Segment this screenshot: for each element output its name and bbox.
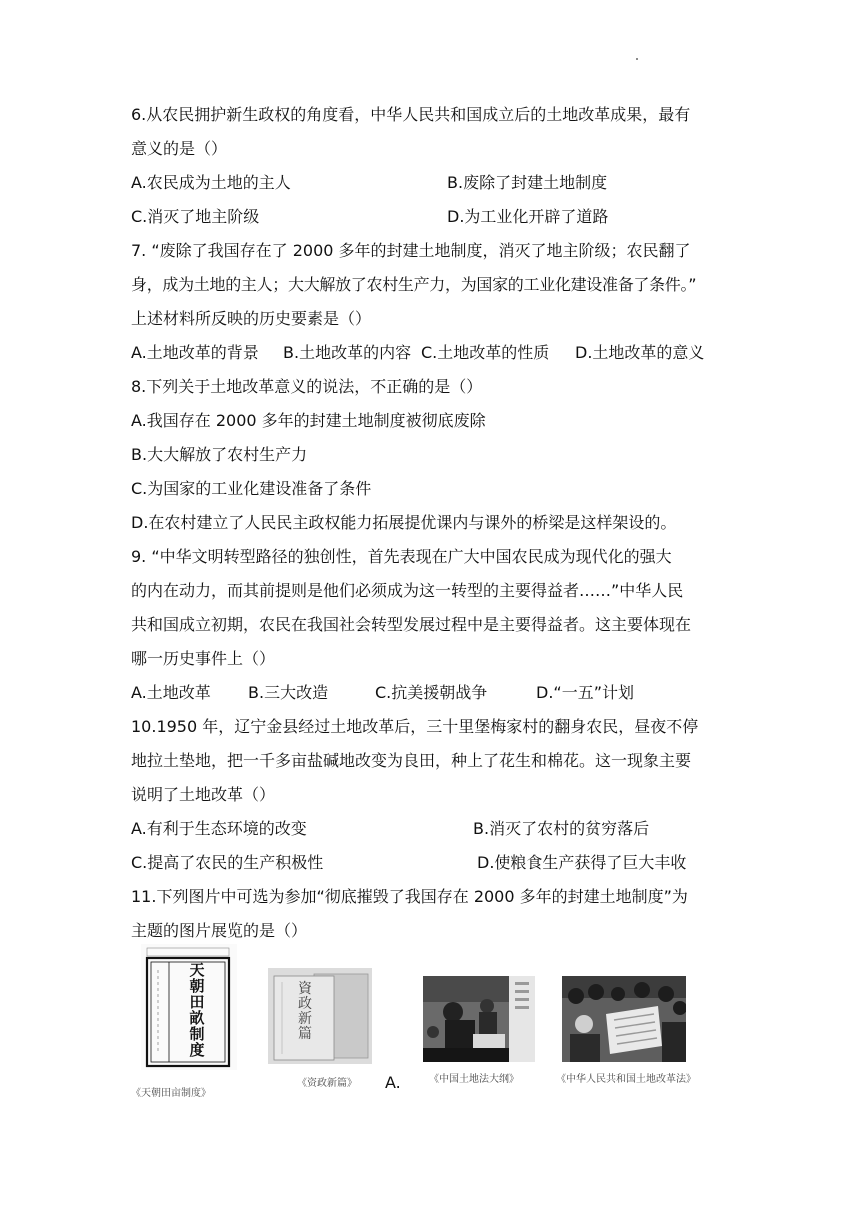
cover-char: 資	[298, 981, 312, 997]
q9-option-b: B.三大改造	[248, 683, 329, 702]
q10-option-d: D.使粮食生产获得了巨大丰收	[477, 853, 687, 872]
q8-option-b: B.大大解放了农村生产力	[131, 445, 308, 464]
figure-tianchao-cover	[141, 944, 237, 1070]
cover-char: 朝	[189, 977, 205, 995]
q9-stem-line1: 9. “中华文明转型路径的独创性，首先表现在广大中国农民成为现代化的强大	[131, 547, 672, 566]
cover-char: 田	[189, 993, 205, 1011]
q11-option-a-label: A.	[385, 1073, 401, 1092]
q7-option-a: A.土地改革的背景	[131, 343, 259, 362]
tudifa-dagang-image	[423, 976, 535, 1062]
q10-option-b: B.消灭了农村的贫穷落后	[473, 819, 650, 838]
q6-option-d: D.为工业化开辟了道路	[447, 207, 609, 226]
q7-stem-line1: 7. “废除了我国存在了 2000 多年的封建土地制度，消灭了地主阶级；农民翻了	[131, 241, 691, 260]
q9-option-c: C.抗美援朝战争	[375, 683, 488, 702]
cover-char: 篇	[298, 1026, 312, 1042]
q10-stem-line2: 地拉土垫地，把一千多亩盐碱地改变为良田，种上了花生和棉花。这一现象主要	[131, 751, 692, 770]
cover-char: 天	[189, 961, 205, 979]
figure-zizheng-book	[268, 968, 372, 1064]
q6-options-row2	[131, 200, 733, 234]
q8-option-a: A.我国存在 2000 多年的封建土地制度被彻底废除	[131, 411, 486, 430]
q6-stem-line1: 6.从农民拥护新生政权的角度看，中华人民共和国成立后的土地改革成果，最有	[131, 105, 691, 124]
cover-char: 度	[189, 1041, 205, 1059]
cover-char: 畝	[189, 1009, 205, 1027]
q10-stem-line1: 10.1950 年，辽宁金县经过土地改革后，三十里堡梅家村的翻身农民，昼夜不停	[131, 717, 699, 736]
q6-option-c: C.消灭了地主阶级	[131, 207, 260, 226]
fig2-caption: 《资政新篇》	[297, 1078, 357, 1089]
q7-stem-line2: 身，成为土地的主人；大大解放了农村生产力，为国家的工业化建设准备了条件。”	[131, 275, 697, 294]
q9-stem-line2: 的内在动力，而其前提则是他们必须成为这一转型的主要得益者……”中华人民	[131, 581, 684, 600]
q10-option-a: A.有利于生态环境的改变	[131, 819, 307, 838]
q10-stem-line3: 说明了土地改革（）	[131, 785, 276, 804]
q6-option-b: B.废除了封建土地制度	[447, 173, 608, 192]
tudi-gaige-fa-image	[562, 976, 686, 1062]
q10-option-c: C.提高了农民的生产积极性	[131, 853, 324, 872]
q9-option-a: A.土地改革	[131, 683, 211, 702]
tianchao-cover-title	[171, 962, 223, 1058]
q9-stem-line4: 哪一历史事件上（）	[131, 649, 276, 668]
q7-option-c: C.土地改革的性质	[421, 343, 550, 362]
cover-char: 新	[298, 1011, 312, 1027]
fig4-caption: 《中华人民共和国土地改革法》	[556, 1074, 696, 1085]
q11-stem-line2: 主题的图片展览的是（）	[131, 921, 308, 940]
q7-option-d: D.土地改革的意义	[575, 343, 705, 362]
fig3-caption: 《中国土地法大纲》	[429, 1074, 519, 1085]
question-list	[131, 98, 733, 948]
zizheng-cover-title	[292, 982, 318, 1042]
fig1-caption: 《天朝田亩制度》	[131, 1088, 211, 1099]
cover-char: 制	[189, 1025, 205, 1043]
q8-option-d: D.在农村建立了人民民主政权能力拓展提优课内与课外的桥梁是这样架设的。	[131, 513, 677, 532]
figure-tudifa-dagang-photo	[423, 976, 535, 1062]
q7-option-b: B.土地改革的内容	[283, 343, 412, 362]
zizheng-book-image	[268, 968, 372, 1064]
q6-stem-line2: 意义的是（）	[131, 139, 228, 158]
q8-stem: 8.下列关于土地改革意义的说法，不正确的是（）	[131, 377, 483, 396]
q9-options-row	[131, 676, 733, 710]
q10-options-row2	[131, 846, 733, 880]
cover-char: 政	[298, 996, 312, 1012]
q6-option-a: A.农民成为土地的主人	[131, 173, 291, 192]
page-marker-dot	[636, 58, 638, 60]
q8-option-c: C.为国家的工业化建设准备了条件	[131, 479, 372, 498]
q7-stem-line3: 上述材料所反映的历史要素是（）	[131, 309, 372, 328]
q10-options-row1	[131, 812, 733, 846]
q9-stem-line3: 共和国成立初期，农民在我国社会转型发展过程中是主要得益者。这主要体现在	[131, 615, 692, 634]
q9-option-d: D.“一五”计划	[536, 683, 634, 702]
q6-options-row1	[131, 166, 733, 200]
figure-tudi-gaige-fa-photo	[562, 976, 686, 1062]
q7-options-row	[131, 336, 733, 370]
q11-stem-line1: 11.下列图片中可选为参加“彻底摧毁了我国存在 2000 多年的封建土地制度”为	[131, 887, 688, 906]
q11-figures	[131, 944, 731, 1104]
